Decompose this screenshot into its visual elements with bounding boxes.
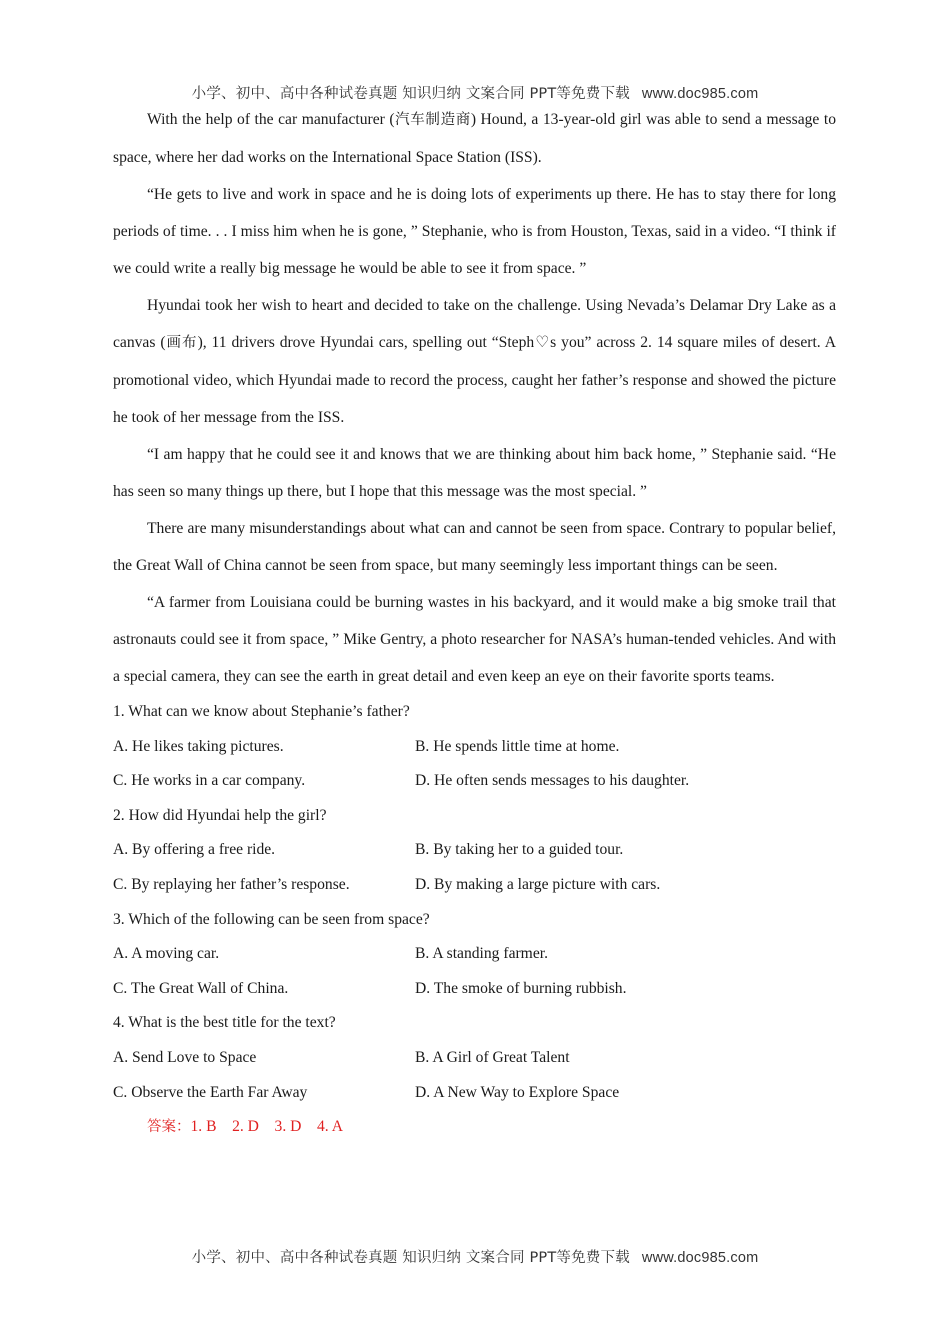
passage-paragraph-5: There are many misunderstandings about what can and cannot be seen from space. Contrary to popular belief, the Great Wall of China cannot be seen from space, but many seemingly less important things can be seen. [113,520,836,574]
footer-banner-text: 小学、初中、高中各种试卷真题 知识归纳 文案合同 PPT等免费下载 [191,1250,630,1266]
question-stem: 3. Which of the following can be seen from space? [113,910,430,928]
option-a: A. He likes taking pictures. [113,737,284,755]
option-b: B. By taking her to a guided tour. [415,841,624,859]
option-d: D. The smoke of burning rubbish. [415,979,627,997]
answer-text: 1. B 2. D 3. D 4. A [190,1118,343,1136]
question-stem: 2. How did Hyundai help the girl? [113,806,327,824]
passage-paragraph-4: “I am happy that he could see it and knows that we are thinking about him back home, ” Stephanie said. “He has seen so many things up there, but I hope that this message was the most special. ” [113,446,836,500]
passage-paragraph-2: “He gets to live and work in space and he is doing lots of experiments up there. He has to stay there for long periods of time. . . I miss him when he is gone, ” Stephanie, who is from Houston, Texas, said in a video. “I think if we could write a really big message he would be able to see it from space. ” [113,186,836,277]
option-d: D. By making a large picture with cars. [415,875,661,893]
chinese-gloss: 汽车制造商 [394,112,471,128]
option-b: B. A standing farmer. [415,945,548,963]
header-banner-text: 小学、初中、高中各种试卷真题 知识归纳 文案合同 PPT等免费下载 [191,86,630,102]
question-stem: 4. What is the best title for the text? [113,1014,336,1032]
passage-paragraph-3: Hyundai took her wish to heart and decided to take on the challenge. Using Nevada’s Delamar Dry Lake as a canvas (画布), 11 drivers drove Hyundai cars, spelling out “Steph♡s you” across 2. 14 square miles of desert. A promotional video, which Hyundai made to record the process, caught her father’s response and showed the picture he took of her message from the ISS. [113,297,836,426]
question-stem: 1. What can we know about Stephanie’s father? [113,703,410,720]
option-a: A. Send Love to Space [113,1048,257,1066]
footer-banner [0,1246,950,1267]
option-a: A. By offering a free ride. [113,841,276,859]
passage-paragraph-1: With the help of the car manufacturer (汽车制造商) Hound, a 13-year-old girl was able to send a message to space, where her dad works on the International Space Station (ISS). [113,111,836,166]
option-d: D. He often sends messages to his daughter. [415,772,690,790]
option-c: C. He works in a car company. [113,772,306,790]
document-body [113,101,836,1145]
chinese-gloss: 画布 [165,335,198,351]
question-4 [113,1006,836,1110]
option-b: B. He spends little time at home. [415,737,620,755]
footer-site-link[interactable]: www.doc985.com [641,1250,759,1266]
option-a: A. A moving car. [113,945,220,963]
question-3 [113,903,836,1007]
option-d: D. A New Way to Explore Space [415,1083,620,1101]
answer-key [113,1110,836,1145]
answer-label: 答案： [147,1119,191,1136]
question-2 [113,799,836,903]
option-c: C. The Great Wall of China. [113,979,289,997]
header-banner [0,82,950,103]
option-c: C. By replaying her father’s response. [113,875,350,893]
question-1 [113,695,836,799]
option-c: C. Observe the Earth Far Away [113,1083,308,1101]
passage-paragraph-6: “A farmer from Louisiana could be burning wastes in his backyard, and it would make a big smoke trail that astronauts could see it from space, ” Mike Gentry, a photo researcher for NASA’s human-tended vehicles. And with a special camera, they can see the earth in great detail and even keep an eye on their favorite sports teams. [113,594,836,685]
option-b: B. A Girl of Great Talent [415,1048,570,1066]
header-site-link[interactable]: www.doc985.com [641,86,759,102]
